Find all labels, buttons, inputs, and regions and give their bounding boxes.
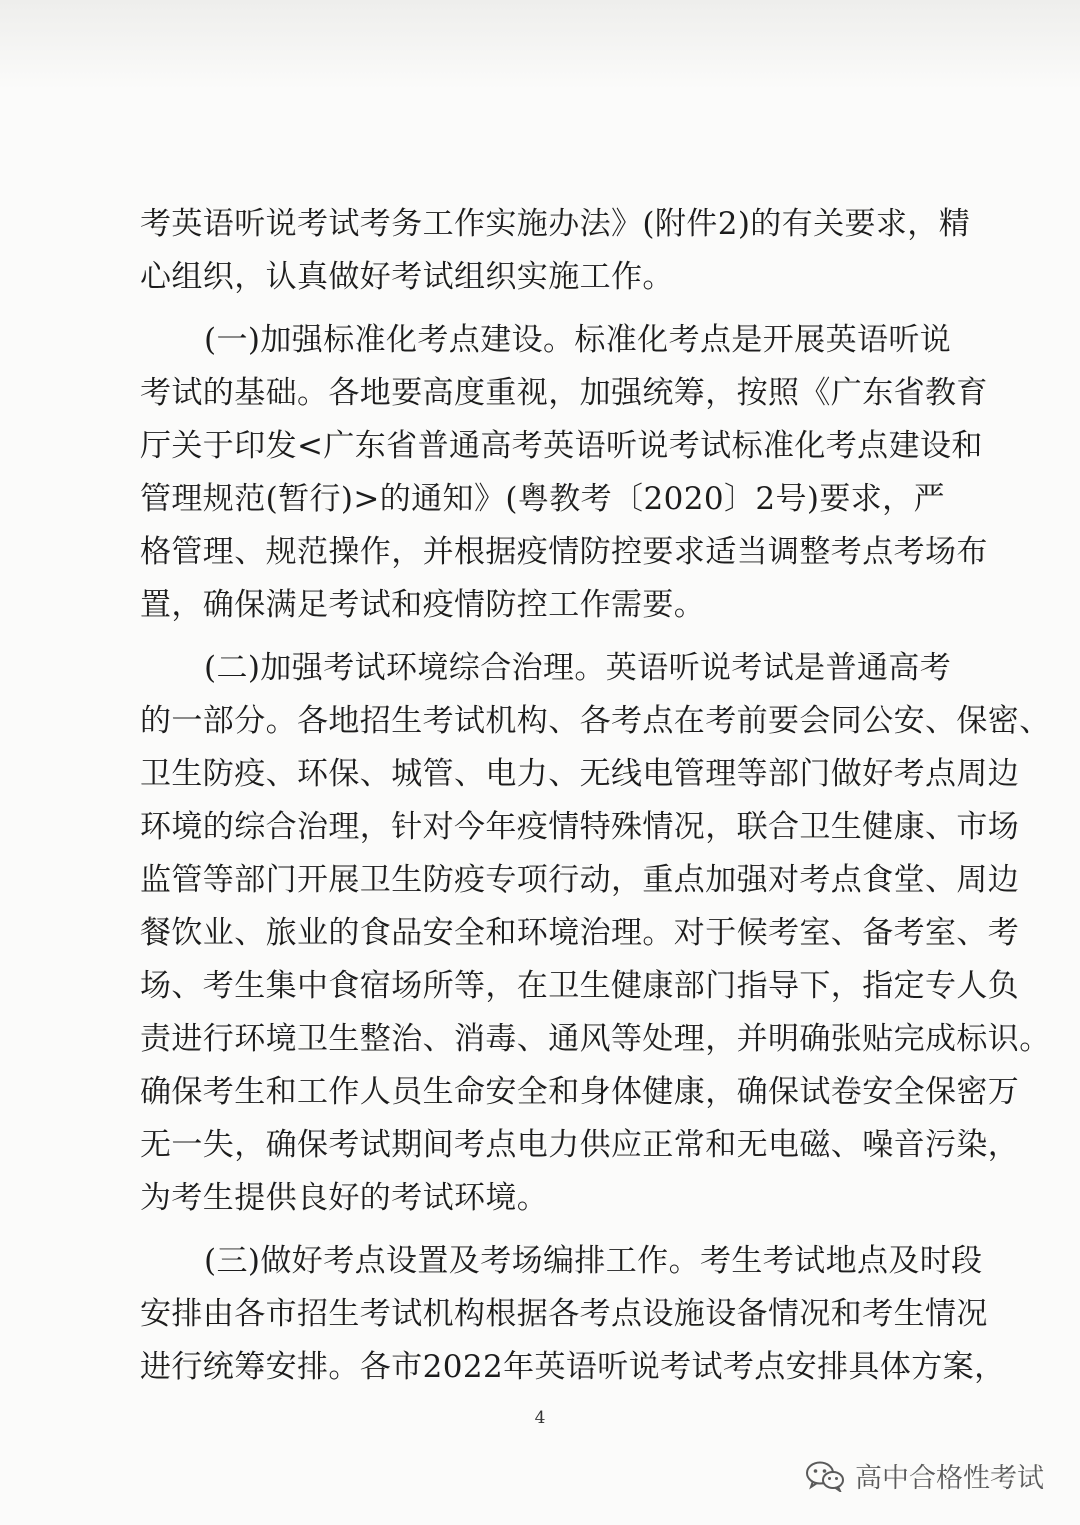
text-line: 考试的基础。各地要高度重视，加强统筹，按照《广东省教育 (140, 375, 988, 411)
text-line: 监管等部门开展卫生防疫专项行动，重点加强对考点食堂、周边 (140, 862, 1020, 898)
section-heading-line: (一)加强标准化考点建设。标准化考点是开展英语听说 (204, 322, 952, 358)
text-line: 的一部分。各地招生考试机构、各考点在考前要会同公安、保密、 (140, 703, 1051, 739)
text-line: 置，确保满足考试和疫情防控工作需要。 (140, 587, 706, 623)
text-line: 安排由各市招生考试机构根据各考点设施设备情况和考生情况 (140, 1296, 988, 1332)
text-line: 厅关于印发<广东省普通高考英语听说考试标准化考点建设和 (140, 428, 983, 464)
text-line: 无一失，确保考试期间考点电力供应正常和无电磁、噪音污染， (140, 1127, 1020, 1163)
wechat-watermark (805, 1456, 1044, 1495)
section-heading-line: (二)加强考试环境综合治理。英语听说考试是普通高考 (204, 650, 952, 686)
text-line: 确保考生和工作人员生命安全和身体健康，确保试卷安全保密万 (140, 1074, 1020, 1110)
text-line: 进行统筹安排。各市2022年英语听说考试考点安排具体方案， (140, 1349, 1006, 1385)
text-line: 管理规范(暂行)>的通知》(粤教考〔2020〕2号)要求，严 (140, 481, 945, 517)
text-line: 考英语听说考试考务工作实施办法》(附件2)的有关要求，精 (140, 206, 971, 242)
section-heading-line: (三)做好考点设置及考场编排工作。考生考试地点及时段 (204, 1243, 983, 1279)
text-line: 场、考生集中食宿场所等，在卫生健康部门指导下，指定专人负 (140, 968, 1020, 1004)
text-line: 格管理、规范操作，并根据疫情防控要求适当调整考点考场布 (140, 534, 988, 570)
text-line: 心组织，认真做好考试组织实施工作。 (140, 259, 674, 295)
wechat-icon (805, 1460, 845, 1492)
text-line: 卫生防疫、环保、城管、电力、无线电管理等部门做好考点周边 (140, 756, 1020, 792)
page-top-shadow (0, 0, 1080, 90)
text-line: 责进行环境卫生整治、消毒、通风等处理，并明确张贴完成标识。 (140, 1021, 1051, 1057)
page-number: 4 (534, 1408, 546, 1428)
text-line: 餐饮业、旅业的食品安全和环境治理。对于候考室、备考室、考 (140, 915, 1020, 951)
watermark-text: 高中合格性考试 (855, 1463, 1044, 1494)
document-body (140, 198, 1051, 1394)
text-line: 为考生提供良好的考试环境。 (140, 1180, 549, 1216)
text-line: 环境的综合治理，针对今年疫情特殊情况，联合卫生健康、市场 (140, 809, 1020, 845)
